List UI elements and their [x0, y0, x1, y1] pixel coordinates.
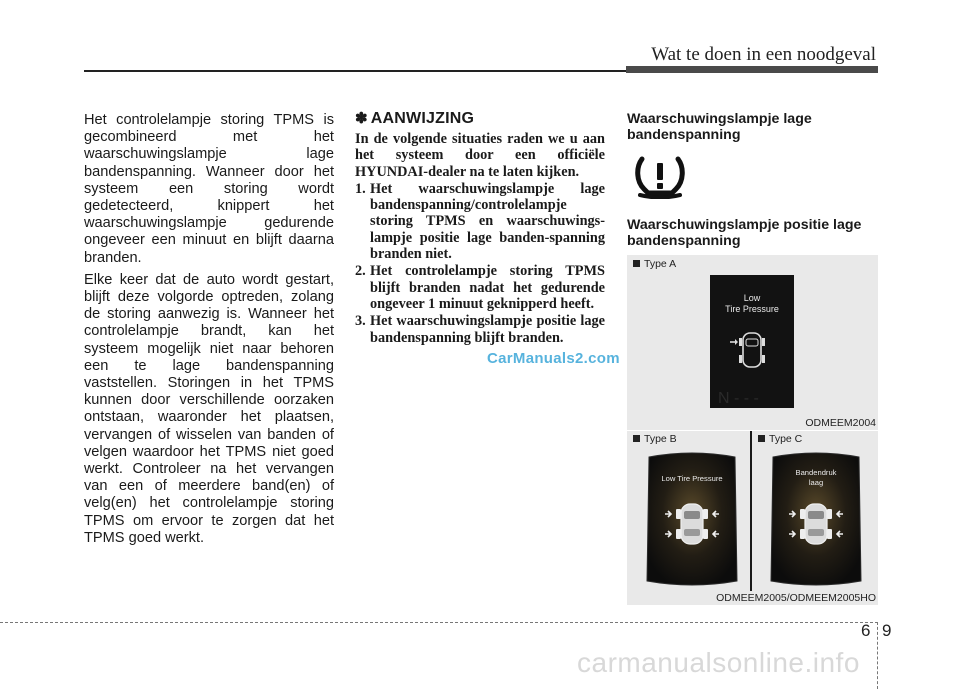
page-number: 9: [882, 621, 892, 640]
display-c-text: Bandendruk laag: [795, 468, 837, 487]
display-type-c: [767, 449, 865, 589]
section-title: Wat te doen in een noodgeval: [651, 44, 876, 65]
note-intro: In de volgende situaties raden we u aan het systeem door een officiële HYUNDAI-dealer na te laten kijken.: [355, 131, 605, 180]
header-rule-accent: [626, 66, 878, 73]
note-heading-text: AANWIJZING: [370, 110, 475, 127]
type-c-label: Type C: [758, 433, 802, 445]
note-item-text: Het controlelampje storing TPMS blijft branden nadat het gedurende ongeveer 1 minuut geknipperd heeft.: [370, 263, 605, 312]
note-item-text: Het waarschuwingslampje lage bandenspanning/controlelampje storing TPMS en waarschuwings-lampje positie lage banden-spanning branden niet.: [370, 180, 605, 263]
car-top-view-icon: [710, 275, 794, 408]
note-item-number: 2.: [355, 263, 366, 280]
tpms-warning-icon: [632, 153, 688, 199]
note-body: [355, 131, 605, 347]
heading-position-lamp: Waarschuwingslampje positie lage bandenspanning: [627, 217, 862, 249]
square-bullet-icon: [633, 260, 640, 267]
display-type-b: [643, 449, 741, 589]
display-type-a: [710, 275, 794, 408]
figure-code-bc: ODMEEM2005/ODMEEM2005HO: [716, 592, 876, 604]
site-watermark: carmanualsonline.info: [577, 647, 860, 678]
note-item-text: Het waarschuwingslampje positie lage bandenspanning blijft branden.: [370, 313, 605, 346]
note-list: [355, 181, 605, 346]
square-bullet-icon: [633, 435, 640, 442]
footer-tick: [877, 622, 878, 689]
display-b-text: Low Tire Pressure: [661, 474, 723, 483]
panel-divider-horizontal: [627, 430, 878, 431]
note-item-number: 3.: [355, 313, 366, 330]
figure-code-a: ODMEEM2004: [805, 417, 876, 429]
note-item: [355, 263, 605, 312]
footer-rule: [0, 622, 878, 623]
note-heading: [355, 109, 474, 128]
note-item: [355, 181, 605, 262]
type-b-label: Type B: [633, 433, 677, 445]
display-illustration-panel: [627, 255, 878, 605]
svg-text:N - - -: N - - -: [718, 390, 759, 407]
paragraph-2: Elke keer dat de auto wordt gestart, blijft deze volgorde optreden, zolang de storing aanwezig is. Wanneer het controlelampje brandt, kan het systeem mogelijk niet naar behoren een te lage bandenspanning vaststellen. Storingen in het TPMS kunnen door verschillende oorzaken ontstaan, waaronder het plaatsen, vervangen of wisselen van banden of velgen waardoor het TPMS niet goed werkt. Controleer na het vervangen van een of meerdere band(en) of velg(en) het controlelampje storing TPMS om ervoor te zorgen dat het TPMS goed werkt.: [84, 271, 334, 546]
type-a-label: Type A: [633, 258, 676, 270]
display-a-text: Low Tire Pressure: [725, 293, 779, 314]
header-rule: [84, 70, 626, 72]
carmanuals-watermark: CarManuals2.com: [487, 350, 620, 367]
body-column-1: [84, 112, 334, 552]
note-item: [355, 313, 605, 346]
paragraph-1: Het controlelampje storing TPMS is gecombineerd met het waarschuwingslampje lage bandenspanning. Wanneer door het systeem een storing wordt gedetecteerd, knippert het waarschuwingslampje gedurende ongeveer een minuut en blijft daarna branden.: [84, 112, 334, 266]
panel-divider-vertical: [750, 431, 752, 591]
heading-low-pressure-lamp: Waarschuwingslampje lage bandenspanning: [627, 111, 812, 143]
square-bullet-icon: [758, 435, 765, 442]
chapter-number: 6: [861, 621, 871, 640]
car-tire-display-b-icon: [643, 449, 741, 589]
note-star-icon: ✽: [355, 110, 368, 127]
note-item-number: 1.: [355, 180, 366, 197]
